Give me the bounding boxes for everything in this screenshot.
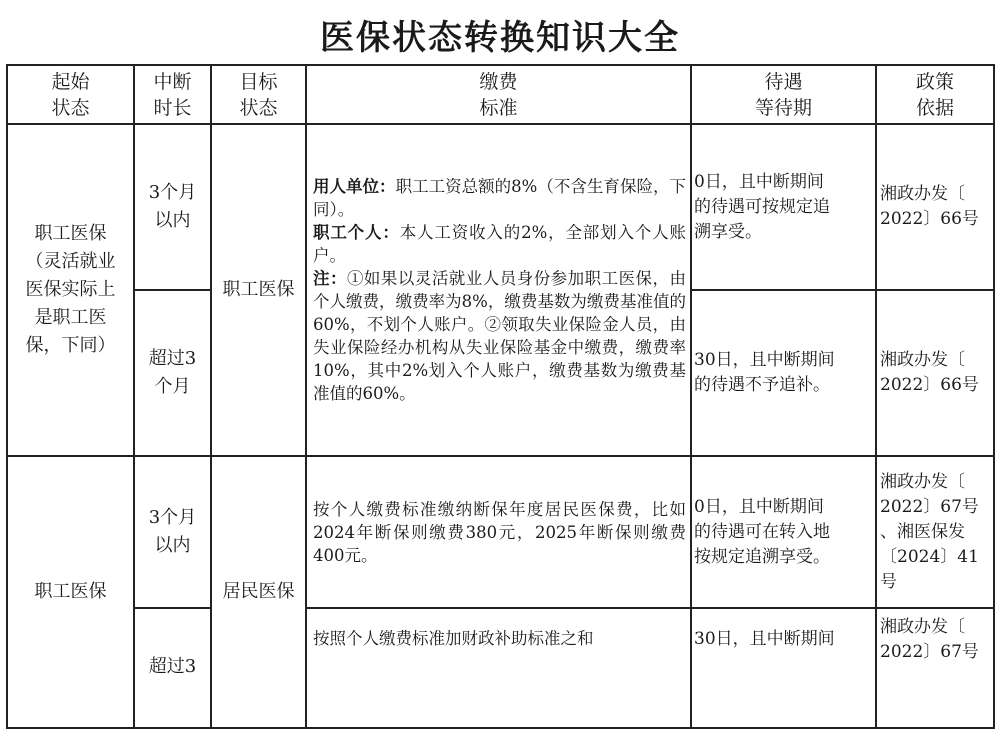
fee-standard-cell: 按个人缴费标准缴纳断保年度居民医保费，比如2024年断保则缴费380元，2025年断保则缴费400元。	[306, 456, 691, 608]
waiting-period-cell: 0日，且中断期间 的待遇可在转入地 按规定追溯享受。	[691, 456, 876, 608]
target-state-cell: 职工医保	[211, 124, 306, 456]
header-fee-standard: 缴费 标准	[306, 65, 691, 124]
table-row	[7, 456, 994, 608]
policy-table	[6, 64, 995, 729]
header-policy-basis: 政策 依据	[876, 65, 994, 124]
header-start-state: 起始 状态	[7, 65, 134, 124]
header-target-state: 目标 状态	[211, 65, 306, 124]
note-text: ①如果以灵活就业人员身份参加职工医保，由个人缴费，缴费率为8%，缴费基数为缴费基准值的60%，不划个人账户。②领取失业保险金人员，由失业保险经办机构从失业保险基金中缴费，缴费率10%，其中2%划入个人账户，缴费基数为缴费基准值的60%。	[313, 269, 687, 403]
waiting-period-cell: 30日，且中断期间	[691, 608, 876, 728]
table-row	[7, 608, 994, 728]
individual-label: 职工个人：	[313, 223, 400, 242]
policy-basis-cell: 湘政办发〔 2022〕66号	[876, 290, 994, 456]
header-row	[7, 65, 994, 124]
header-waiting-period: 待遇 等待期	[691, 65, 876, 124]
gap-duration-cell: 超过3	[134, 608, 211, 728]
header-gap-duration: 中断 时长	[134, 65, 211, 124]
policy-basis-cell: 湘政办发〔 2022〕67号	[876, 608, 994, 728]
start-state-cell: 职工医保	[7, 456, 134, 728]
waiting-period-cell: 0日，且中断期间 的待遇可按规定追 溯享受。	[691, 124, 876, 290]
gap-duration-cell: 超过3 个月	[134, 290, 211, 456]
gap-duration-cell: 3个月 以内	[134, 456, 211, 608]
target-state-cell: 居民医保	[211, 456, 306, 728]
policy-basis-cell: 湘政办发〔 2022〕66号	[876, 124, 994, 290]
note-label: 注：	[313, 269, 347, 288]
start-state-cell: 职工医保 （灵活就业 医保实际上 是职工医 保，下同）	[7, 124, 134, 456]
gap-duration-cell: 3个月 以内	[134, 124, 211, 290]
table-row	[7, 124, 994, 290]
employer-label: 用人单位：	[313, 177, 396, 196]
employer-text: 职工工资总额的8%（不含生育保险，下同）。	[313, 177, 686, 219]
individual-text: 本人工资收入的2%，全部划入个人账户。	[313, 223, 686, 265]
policy-basis-cell: 湘政办发〔 2022〕67号 、湘医保发 〔2024〕41 号	[876, 456, 994, 608]
page-title: 医保状态转换知识大全	[320, 18, 680, 58]
waiting-period-cell: 30日，且中断期间 的待遇不予追补。	[691, 290, 876, 456]
fee-standard-cell: 按照个人缴费标准加财政补助标准之和	[306, 608, 691, 728]
fee-standard-cell	[306, 124, 691, 456]
